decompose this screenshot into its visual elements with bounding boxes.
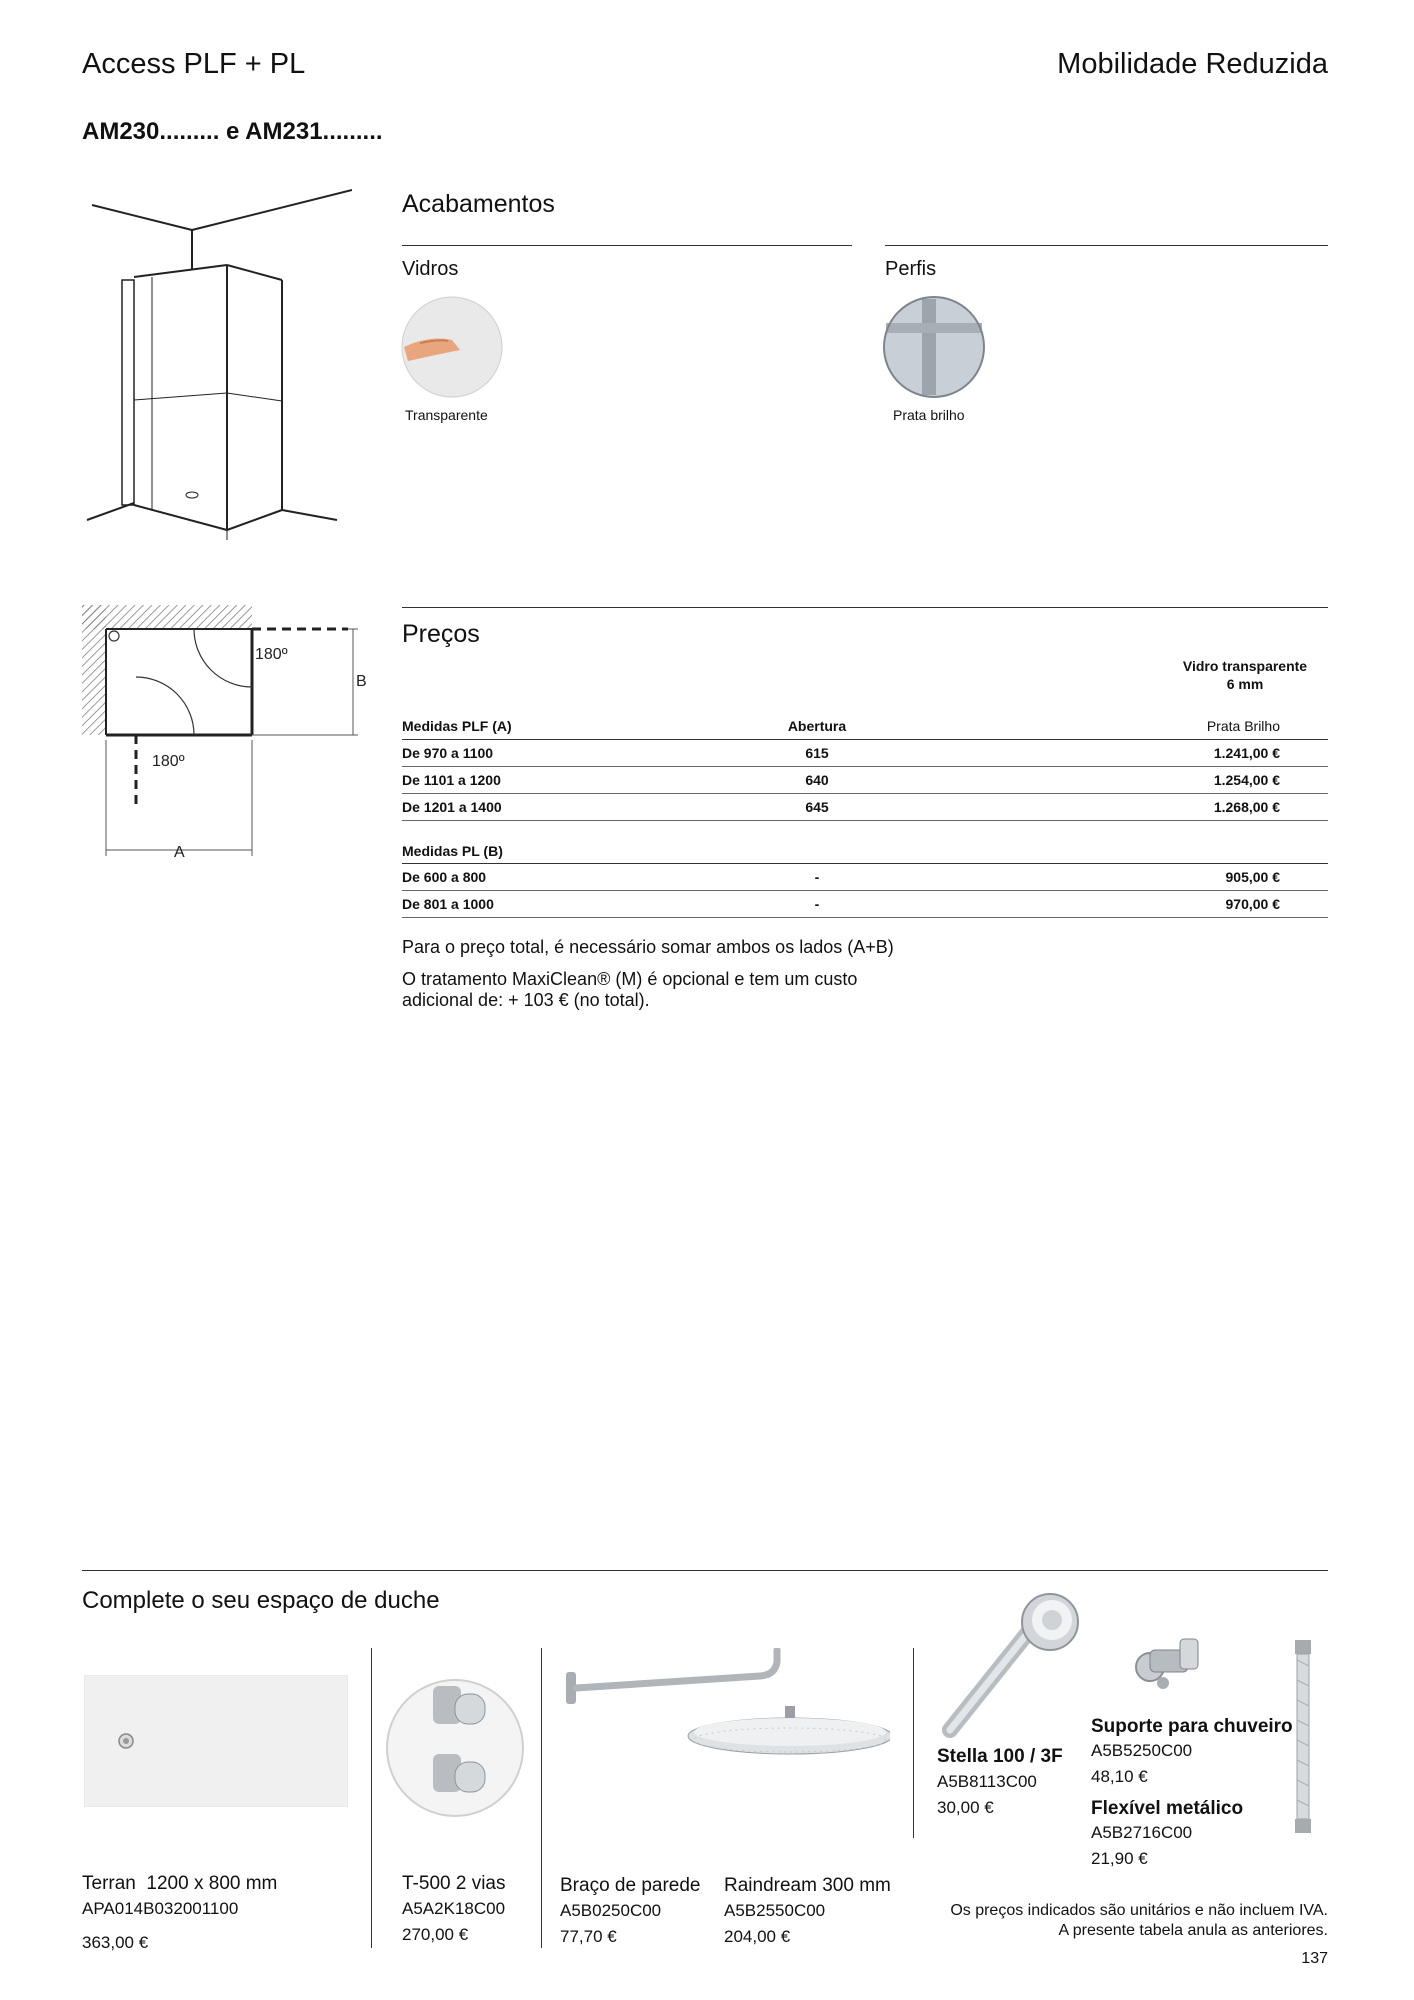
table-header-row bbox=[402, 713, 1328, 740]
row-size: De 1201 a 1400 bbox=[402, 794, 652, 821]
row-opening: 640 bbox=[652, 767, 982, 794]
product-price: 363,00 € bbox=[82, 1933, 149, 1952]
shower-tray-image bbox=[84, 1675, 348, 1807]
model-codes: AM230......... e AM231......... bbox=[82, 118, 383, 145]
transparent-glass-swatch bbox=[400, 295, 504, 399]
row-price: 905,00 € bbox=[982, 864, 1328, 891]
table-row bbox=[402, 740, 1328, 767]
dimension-b-label: B bbox=[356, 673, 367, 690]
angle-label: 180º bbox=[255, 646, 288, 663]
row-opening: - bbox=[652, 864, 982, 891]
product-name-text: Terran bbox=[82, 1873, 136, 1894]
product-name: Braço de parede bbox=[560, 1875, 701, 1896]
table-row bbox=[402, 794, 1328, 821]
row-price: 1.268,00 € bbox=[982, 794, 1328, 821]
product-price: 21,90 € bbox=[1091, 1849, 1148, 1868]
column-group-sub: 6 mm bbox=[1226, 676, 1264, 692]
prices-title: Preços bbox=[402, 620, 480, 648]
row-price: 1.241,00 € bbox=[982, 740, 1328, 767]
header-size: Medidas PLF (A) bbox=[402, 713, 652, 740]
shower-arm-and-head-image bbox=[560, 1648, 890, 1778]
product-price: 30,00 € bbox=[937, 1798, 994, 1817]
product-name: T-500 2 vias bbox=[402, 1873, 506, 1894]
product-code: A5B2550C00 bbox=[724, 1901, 826, 1920]
product-code: A5B0250C00 bbox=[560, 1901, 662, 1920]
product-code: A5B5250C00 bbox=[1091, 1741, 1193, 1760]
note-total: Para o preço total, é necessário somar ambos os lados (A+B) bbox=[402, 937, 894, 957]
product-name: Raindream 300 mm bbox=[724, 1875, 891, 1896]
divider bbox=[402, 245, 852, 246]
column-group-title: Vidro transparente bbox=[1182, 658, 1308, 674]
divider bbox=[913, 1648, 914, 1838]
product-price: 270,00 € bbox=[402, 1925, 469, 1944]
angle-label: 180º bbox=[152, 753, 185, 770]
footer-note-line: A presente tabela anula as anteriores. bbox=[1058, 1922, 1328, 1939]
header-opening: Abertura bbox=[652, 713, 982, 740]
row-opening: - bbox=[652, 891, 982, 918]
complete-title: Complete o seu espaço de duche bbox=[82, 1587, 440, 1614]
table-header-row bbox=[402, 821, 1328, 864]
note-maxiclean-2: adicional de: + 103 € (no total). bbox=[402, 990, 650, 1010]
row-size: De 801 a 1000 bbox=[402, 891, 652, 918]
header-size-pl: Medidas PL (B) bbox=[402, 821, 652, 864]
row-size: De 600 a 800 bbox=[402, 864, 652, 891]
product-code: A5A2K18C00 bbox=[402, 1899, 506, 1918]
row-size: De 970 a 1100 bbox=[402, 740, 652, 767]
divider bbox=[371, 1648, 372, 1948]
product-size: 1200 x 800 mm bbox=[146, 1873, 278, 1894]
product-price: 204,00 € bbox=[724, 1927, 791, 1946]
shower-support-image bbox=[1125, 1625, 1205, 1697]
metal-hose-image bbox=[1288, 1640, 1318, 1835]
product-code: A5B2716C00 bbox=[1091, 1823, 1193, 1842]
divider bbox=[82, 1570, 1328, 1571]
dimension-a-label: A bbox=[174, 844, 185, 861]
product-code: A5B8113C00 bbox=[937, 1772, 1037, 1791]
column-group-header bbox=[1150, 657, 1340, 693]
header-finish: Prata Brilho bbox=[982, 713, 1328, 740]
section-title: Access PLF + PL bbox=[82, 48, 306, 80]
row-opening: 645 bbox=[652, 794, 982, 821]
plan-diagram bbox=[80, 600, 380, 870]
divider bbox=[402, 607, 1328, 608]
product-price: 77,70 € bbox=[560, 1927, 617, 1946]
glass-option: Transparente bbox=[405, 407, 488, 423]
silver-profile-swatch bbox=[882, 295, 986, 399]
footer-note-line: Os preços indicados são unitários e não incluem IVA. bbox=[950, 1902, 1328, 1919]
divider bbox=[541, 1648, 542, 1948]
row-size: De 1101 a 1200 bbox=[402, 767, 652, 794]
page-number: 137 bbox=[1301, 1950, 1328, 1967]
product-price: 48,10 € bbox=[1091, 1767, 1148, 1786]
category-title: Mobilidade Reduzida bbox=[1057, 48, 1328, 80]
product-code: APA014B032001100 bbox=[82, 1899, 239, 1918]
table-row bbox=[402, 864, 1328, 891]
finishes-title: Acabamentos bbox=[402, 190, 555, 218]
table-row bbox=[402, 767, 1328, 794]
price-table bbox=[402, 713, 1328, 918]
row-price: 1.254,00 € bbox=[982, 767, 1328, 794]
profiles-label: Perfis bbox=[885, 258, 937, 280]
note-maxiclean-1: O tratamento MaxiClean® (M) é opcional e tem um custo bbox=[402, 969, 858, 989]
product-name: Suporte para chuveiro bbox=[1091, 1716, 1293, 1737]
product-name bbox=[82, 1873, 277, 1895]
divider bbox=[885, 245, 1328, 246]
row-price: 970,00 € bbox=[982, 891, 1328, 918]
product-name: Stella 100 / 3F bbox=[937, 1746, 1063, 1767]
thermostatic-mixer-image bbox=[385, 1668, 525, 1818]
glass-label: Vidros bbox=[402, 258, 459, 280]
profile-option: Prata brilho bbox=[893, 407, 965, 423]
product-name: Flexível metálico bbox=[1091, 1798, 1244, 1819]
footer-note bbox=[950, 1902, 1328, 1940]
table-row bbox=[402, 891, 1328, 918]
hand-shower-image bbox=[940, 1590, 1080, 1740]
row-opening: 615 bbox=[652, 740, 982, 767]
shower-enclosure-illustration bbox=[82, 185, 352, 545]
